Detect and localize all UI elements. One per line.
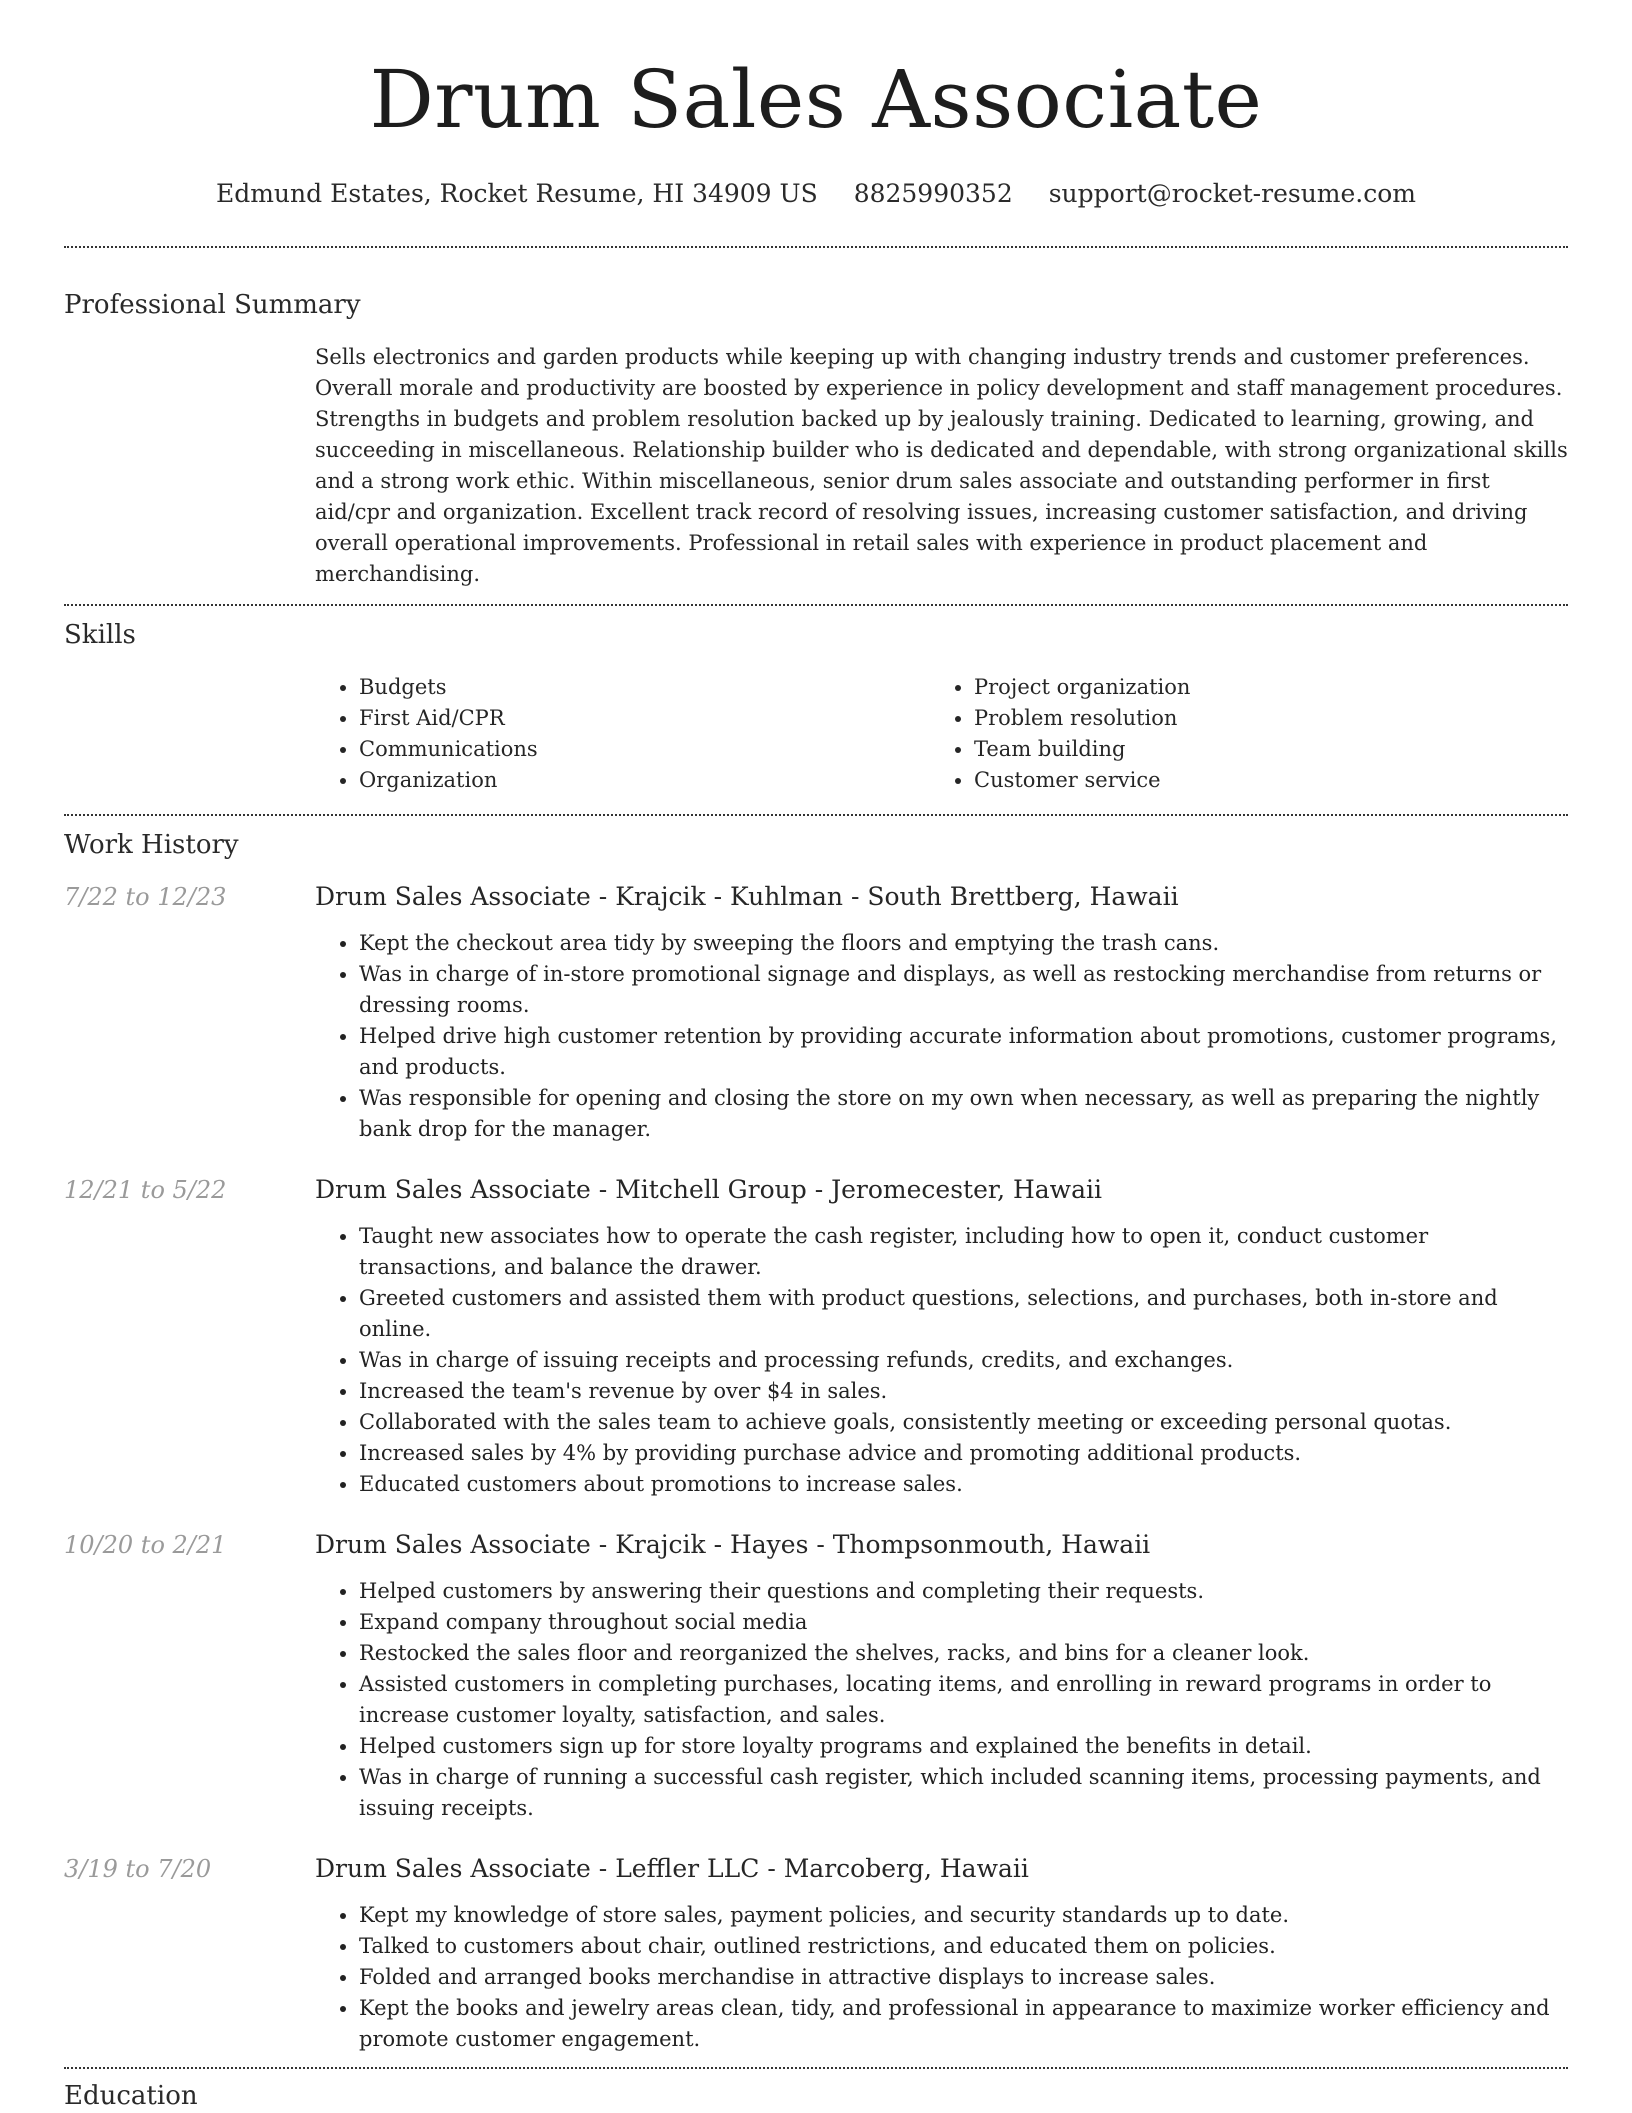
- job-title: Drum Sales Associate - Krajcik - Hayes - Thompsonmouth, Hawaii: [315, 1530, 1151, 1559]
- job-dates: 7/22 to 12/23: [64, 883, 227, 911]
- education-section: [64, 2079, 1568, 2113]
- job-bullet: • Folded and arranged books merchandise in attractive displays to increase sales.: [359, 1962, 1568, 1993]
- skill-item: • Budgets: [359, 672, 930, 703]
- job-bullet: • Taught new associates how to operate the cash register, including how to open it, conduct customer transactions, and balance the drawer.: [359, 1221, 1568, 1283]
- summary-text: Sells electronics and garden products while keeping up with changing industry trends and customer preferences. Overall morale and productivity are boosted by experience in policy development and staff management procedures. Strengths in budgets and problem resolution backed up by jealously training. Dedicated to learning, growing, and succeeding in miscellaneous. Relationship builder who is dedicated and dependable, with strong organizational skills and a strong work ethic. Within miscellaneous, senior drum sales associate and outstanding performer in first aid/cpr and organization. Excellent track record of resolving issues, increasing customer satisfaction, and driving overall operational improvements. Professional in retail sales with experience in product placement and merchandising.: [315, 345, 1568, 586]
- job-title: Drum Sales Associate - Mitchell Group - Jeromecester, Hawaii: [315, 1175, 1102, 1204]
- job-bullet: • Helped customers sign up for store loyalty programs and explained the benefits in detail.: [359, 1731, 1568, 1762]
- candidate-name: Drum Sales Associate: [369, 53, 1263, 146]
- skills-grid: [315, 672, 1568, 796]
- job-bullet: • Helped drive high customer retention by providing accurate information about promotions, customer programs, and products.: [359, 1021, 1568, 1083]
- job-entry: [64, 1852, 1568, 2055]
- job-dates: 10/20 to 2/21: [64, 1531, 227, 1559]
- divider: [64, 604, 1568, 606]
- job-bullet: • Kept the books and jewelry areas clean, tidy, and professional in appearance to maximize worker efficiency and promote customer engagement.: [359, 1993, 1568, 2055]
- divider: [64, 814, 1568, 816]
- skill-item: • First Aid/CPR: [359, 703, 930, 734]
- job-bullet: • Collaborated with the sales team to achieve goals, consistently meeting or exceeding personal quotas.: [359, 1407, 1568, 1438]
- job-bullet: • Talked to customers about chair, outlined restrictions, and educated them on policies.: [359, 1931, 1568, 1962]
- skills-column-left: [315, 672, 930, 796]
- resume-header: [64, 0, 1568, 210]
- job-title: Drum Sales Associate - Leffler LLC - Marcoberg, Hawaii: [315, 1854, 1029, 1883]
- section-title-work-history: Work History: [64, 830, 239, 860]
- job-bullet: • Greeted customers and assisted them with product questions, selections, and purchases, both in-store and online.: [359, 1283, 1568, 1345]
- divider: [64, 246, 1568, 248]
- job-entry: [64, 880, 1568, 1145]
- job-bullet-list: [315, 928, 1568, 1145]
- job-bullets: [315, 928, 1568, 1145]
- skills-list-right: [930, 672, 1545, 796]
- job-bullet: • Educated customers about promotions to increase sales.: [359, 1469, 1568, 1500]
- job-bullet: • Kept the checkout area tidy by sweeping the floors and emptying the trash cans.: [359, 928, 1568, 959]
- summary-content: [315, 342, 1568, 590]
- skills-column-right: [930, 672, 1545, 796]
- job-entry: [64, 1173, 1568, 1500]
- phone: 8825990352: [853, 179, 1013, 208]
- job-bullets: [315, 1900, 1568, 2055]
- job-bullet: • Helped customers by answering their questions and completing their requests.: [359, 1576, 1568, 1607]
- job-bullet-list: [315, 1221, 1568, 1500]
- job-title: Drum Sales Associate - Krajcik - Kuhlman - South Brettberg, Hawaii: [315, 882, 1179, 911]
- job-bullets: [315, 1221, 1568, 1500]
- address: Edmund Estates, Rocket Resume, HI 34909 US: [215, 179, 818, 208]
- job-bullet: • Assisted customers in completing purchases, locating items, and enrolling in reward programs in order to increase customer loyalty, satisfaction, and sales.: [359, 1669, 1568, 1731]
- skill-item: • Communications: [359, 734, 930, 765]
- job-bullet: • Was in charge of issuing receipts and processing refunds, credits, and exchanges.: [359, 1345, 1568, 1376]
- job-bullet: • Increased sales by 4% by providing purchase advice and promoting additional products.: [359, 1438, 1568, 1469]
- job-entry: [64, 1528, 1568, 1824]
- skills-list-left: [315, 672, 930, 796]
- divider: [64, 2067, 1568, 2069]
- section-title-education: Education: [64, 2081, 198, 2111]
- job-bullet: • Was in charge of running a successful cash register, which included scanning items, processing payments, and issuing receipts.: [359, 1762, 1568, 1824]
- skill-item: • Organization: [359, 765, 930, 796]
- job-dates: 3/19 to 7/20: [64, 1855, 212, 1883]
- job-bullet: • Kept my knowledge of store sales, payment policies, and security standards up to date.: [359, 1900, 1568, 1931]
- job-bullets: [315, 1576, 1568, 1824]
- job-bullet: • Increased the team's revenue by over $4 in sales.: [359, 1376, 1568, 1407]
- section-title-summary: Professional Summary: [64, 290, 361, 320]
- job-bullet-list: [315, 1900, 1568, 2055]
- email: support@rocket-resume.com: [1048, 179, 1417, 208]
- resume-page: [64, 0, 1568, 2113]
- skill-item: • Team building: [974, 734, 1545, 765]
- skill-item: • Customer service: [974, 765, 1545, 796]
- job-bullet: • Restocked the sales floor and reorganized the shelves, racks, and bins for a cleaner look.: [359, 1638, 1568, 1669]
- job-bullet-list: [315, 1576, 1568, 1824]
- job-bullet: • Expand company throughout social media: [359, 1607, 1568, 1638]
- skill-item: • Problem resolution: [974, 703, 1545, 734]
- work-history-section: [64, 828, 1568, 2055]
- summary-section: [64, 288, 1568, 590]
- skill-item: • Project organization: [974, 672, 1545, 703]
- skills-section: [64, 618, 1568, 796]
- job-dates: 12/21 to 5/22: [64, 1176, 227, 1204]
- job-bullet: • Was in charge of in-store promotional signage and displays, as well as restocking merchandise from returns or dressing rooms.: [359, 959, 1568, 1021]
- contact-line: [64, 178, 1568, 210]
- section-title-skills: Skills: [64, 620, 136, 650]
- job-bullet: • Was responsible for opening and closing the store on my own when necessary, as well as preparing the nightly bank drop for the manager.: [359, 1083, 1568, 1145]
